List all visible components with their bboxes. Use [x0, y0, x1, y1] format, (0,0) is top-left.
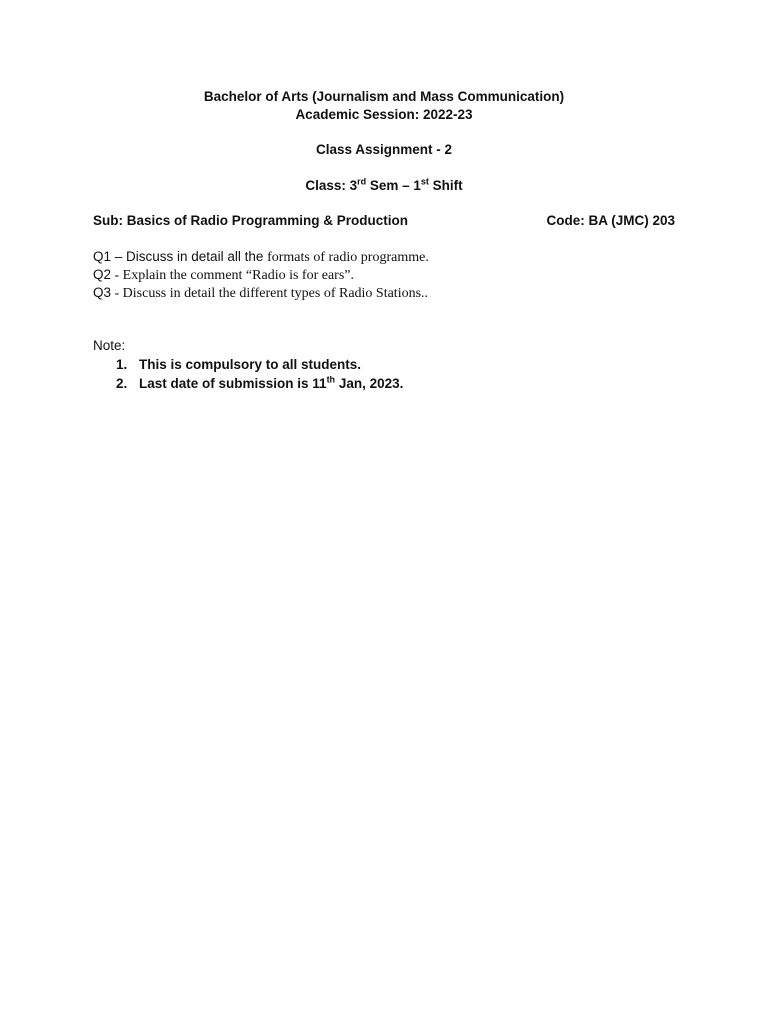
subject-label: Sub: Basics of Radio Programming & Production: [93, 213, 409, 228]
note-text-suffix: Jan, 2023.: [335, 376, 404, 391]
class-sup-st: st: [420, 176, 429, 187]
question-text-serif: - Discuss in detail the different types of Radio Stations..: [111, 286, 429, 301]
question-text-serif: formats of radio programme.: [267, 250, 429, 265]
question-1: [93, 248, 429, 267]
note-item-1: [116, 355, 403, 374]
question-number: Q2: [93, 267, 112, 282]
note-index: 2.: [116, 376, 128, 391]
note-item-2: [116, 374, 403, 393]
question-3: [93, 284, 428, 303]
subject-code: Code: BA (JMC) 203: [546, 213, 675, 228]
note-text: This is compulsory to all students.: [139, 357, 362, 372]
class-sup-rd: rd: [357, 176, 367, 187]
class-info: [0, 177, 768, 195]
academic-session: Academic Session: 2022-23: [295, 107, 473, 122]
question-text-serif: - Explain the comment “Radio is for ears”.: [111, 268, 354, 283]
program-title: Bachelor of Arts (Journalism and Mass Communication): [203, 89, 565, 104]
question-text-sans: – Discuss in detail all the: [111, 249, 268, 264]
note-label: Note:: [93, 338, 126, 353]
note-sup-th: th: [326, 374, 336, 385]
assignment-title: Class Assignment - 2: [315, 142, 453, 157]
note-text-prefix: Last date of submission is 11: [139, 376, 327, 391]
subject-row: [93, 212, 675, 230]
question-number: Q3: [93, 285, 112, 300]
question-number: Q1: [93, 249, 112, 264]
question-2: [93, 266, 354, 285]
note-index: 1.: [116, 357, 128, 372]
note-list: [116, 355, 403, 393]
class-prefix: Class: 3: [305, 178, 358, 193]
class-mid: Sem – 1: [366, 178, 421, 193]
class-suffix: Shift: [428, 178, 463, 193]
